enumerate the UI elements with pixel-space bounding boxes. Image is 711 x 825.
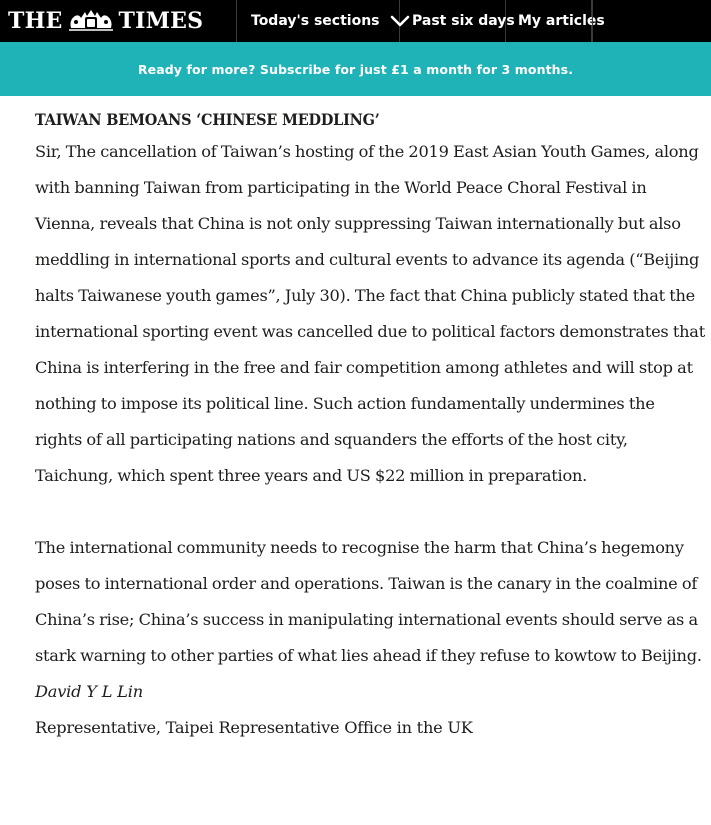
nav-my-articles-label: My articles <box>518 13 605 29</box>
nav-todays-sections[interactable] <box>237 0 400 42</box>
masthead-logo[interactable] <box>0 0 237 42</box>
royal-crest-icon <box>65 8 117 34</box>
nav-past-six-days-label: Past six days <box>412 13 515 29</box>
article-headline: TAIWAN BEMOANS ‘CHINESE MEDDLING’ <box>35 110 380 129</box>
article-paragraph-1: Sir, The cancellation of Taiwan’s hosting of the 2019 East Asian Youth Games, along with banning Taiwan from participating in the World Peace Choral Festival in Vienna, reveals that China is not only suppressing Taiwan internationally but also meddling in international sports and cultural events to advance its agenda (“Beijing halts Taiwanese youth games”, July 30). The fact that China publicly stated that the international sporting event was cancelled due to political factors demonstrates that China is interfering in the free and fair competition among athletes and will stop at nothing to impose its political line. Such action fundamentally undermines the rights of all participating nations and squanders the efforts of the host city, Taichung, which spent three years and US $22 million in preparation. <box>35 142 705 485</box>
nav-todays-sections-label: Today's sections <box>251 13 380 29</box>
subscribe-banner[interactable] <box>0 42 711 96</box>
nav-past-six-days[interactable] <box>400 0 515 42</box>
nav-filler <box>592 0 711 42</box>
top-nav-bar <box>0 0 711 42</box>
masthead-the: THE <box>8 8 63 34</box>
nav-my-articles[interactable] <box>506 0 605 42</box>
letter-affiliation: Representative, Taipei Representative Office in the UK <box>35 718 473 737</box>
article-paragraph-2: The international community needs to recognise the harm that China’s hegemony poses to international order and operations. Taiwan is the canary in the coalmine of China’s rise; China’s success in manipulating international events should serve as a stark warning to other parties of what lies ahead if they refuse to kowtow to Beijing. <box>35 538 702 665</box>
masthead-times: TIMES <box>118 8 204 34</box>
subscribe-banner-text: Ready for more? Subscribe for just £1 a month for 3 months. <box>137 61 574 77</box>
article-body <box>35 106 705 746</box>
letter-signature: David Y L Lin <box>35 682 143 701</box>
